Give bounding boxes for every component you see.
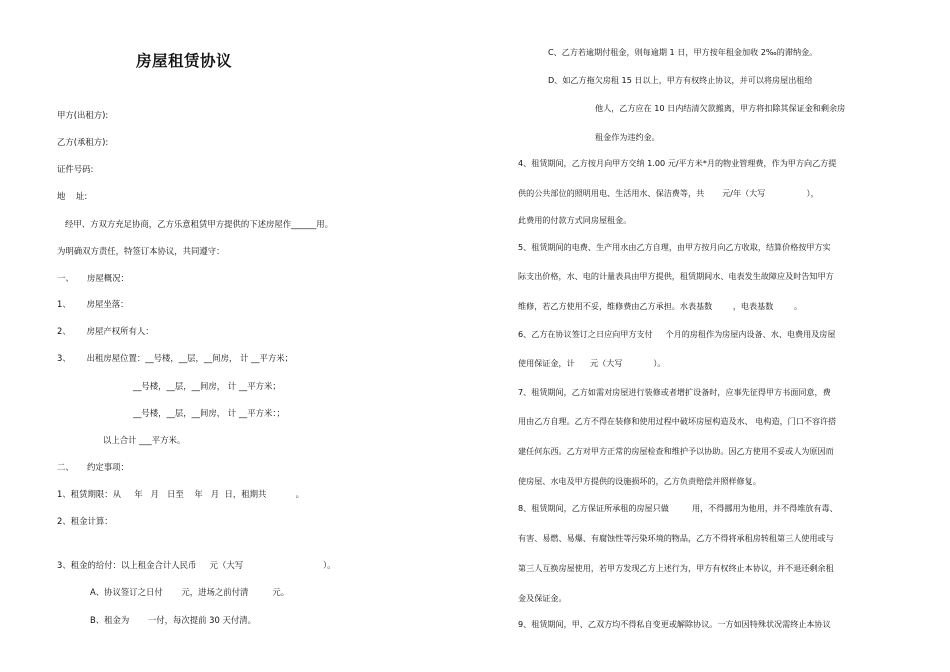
clause-4-line-3: 此费用的付款方式同房屋租金。 [518,215,632,225]
clause-6-line-1: 6、乙方在协议签订之日应向甲方支付 个月的房租作为房屋内设备、水、电费用及房屋 [518,329,836,339]
clause-8-line-1: 8、租赁期间，乙方保证所承租的房屋只做 用，不得挪用为他用，并不得堆放有毒、 [518,503,838,513]
lease-term: 1、租赁期限：从 年 月 日至 年 月 日，租期共 。 [57,489,304,499]
party-b-label: 乙方(承租方): [57,137,109,147]
property-position: 3、 出租房屋位置：__号楼，__层，__间房， 计 __平方米； [57,353,293,363]
rent-calculation: 2、租金计算： [57,516,113,526]
left-column [57,0,487,672]
clause-7-line-2: 用由乙方自理。乙方不得在装修和使用过程中破坏房屋构造及水、 电构造，门口不容许搭 [518,416,837,426]
right-column [518,0,898,672]
address-label: 地 址: [57,191,88,201]
clause-7-line-1: 7、租赁期间，乙方如需对房屋进行装修或者增扩设备时，应事先征得甲方书面同意，费 [518,387,831,397]
clause-5-line-1: 5、租赁期间的电费、生产用水由乙方自理，由甲方按月向乙方收取，结算价格按甲方实 [518,242,831,252]
total-area: 以上合计 ___平方米。 [103,435,186,445]
clause-8-line-2: 有害、易燃、易爆、有腐蚀性等污染环境的物品，乙方不得将承租房转租第三人使用或与 [518,533,834,543]
document-title: 房屋租赁协议 [136,52,233,70]
clause-9-line-1: 9、租赁期间，甲、乙双方均不得私自变更或解除协议。一方如因特殊状况需终止本协议 [518,619,831,629]
rent-payment-b: B、租金为 一付，每次提前 30 天付清。 [90,615,256,625]
property-position-3: __号楼，__层，__间房， 计 __平方米：； [133,408,285,418]
clause-c: C、乙方若逾期付租金，则每逾期 1 日，甲方按年租金加收 2‰的滞纳金。 [548,47,818,57]
clause-d-line-1: D、如乙方拖欠房租 15 日以上，甲方有权终止协议，并可以将房屋出租给 [548,75,813,85]
property-position-2: __号楼，__层，__间房， 计 __平方米； [133,381,281,391]
clause-7-line-4: 使房屋、水电及甲方提供的设施损坏的，乙方负责赔偿并照样修复。 [518,476,761,486]
clause-8-line-4: 金及保证金。 [518,593,567,603]
clause-8-line-3: 第三人互换房屋使用，若甲方发现乙方上述行为，甲方有权终止本协议，并不退还剩余租 [518,563,834,573]
clause-d-line-3: 租金作为违约金。 [595,132,660,142]
section-1-heading: 一、 房屋概况： [57,273,129,283]
clause-4-line-2: 供的公共部位的照明用电、生活用水、保洁费等，共 元/年（大写 ）， [518,188,819,198]
intro-paragraph-2: 为明确双方责任，特签订本协议，共同遵守： [57,246,225,256]
rent-payment: 3、租金的给付：以上租金合计人民币 元（大写 ）。 [57,560,336,570]
rent-payment-a: A、协议签订之日付 元，进场之前付清 元。 [90,587,290,597]
clause-5-line-2: 际支出价格，水、电的计量表具由甲方提供，租赁期间水、电表发生故障应及时告知甲方 [518,271,834,281]
clause-6-line-2: 使用保证金，计 元（大写 ）。 [518,358,666,368]
clause-5-line-3: 维修，若乙方使用不妥，维修费由乙方承担。水表基数 ，电表基数 。 [518,301,802,311]
property-location: 1、 房屋坐落： [57,299,129,309]
section-2-heading: 二、 约定事项： [57,462,129,472]
intro-paragraph: 经甲、方双方充足协商，乙方乐意租赁甲方提供的下述房屋作______用。 [57,219,333,229]
property-owner: 2、 房屋产权所有人： [57,326,154,336]
party-a-label: 甲方(出租方): [57,110,109,120]
clause-4-line-1: 4、租赁期间，乙方按月向甲方交纳 1.00 元/平方米*月的物业管理费，作为甲方向乙方提 [518,158,837,168]
clause-d-line-2: 他人，乙方应在 10 日内结清欠款搬离，甲方将扣除其保证金和剩余房 [595,103,846,113]
clause-7-line-3: 建任何东西。乙方对甲方正常的房屋检查和维护予以协助。因乙方使用不妥或人为原因而 [518,446,834,456]
id-number-label: 证件号码: [57,164,94,174]
